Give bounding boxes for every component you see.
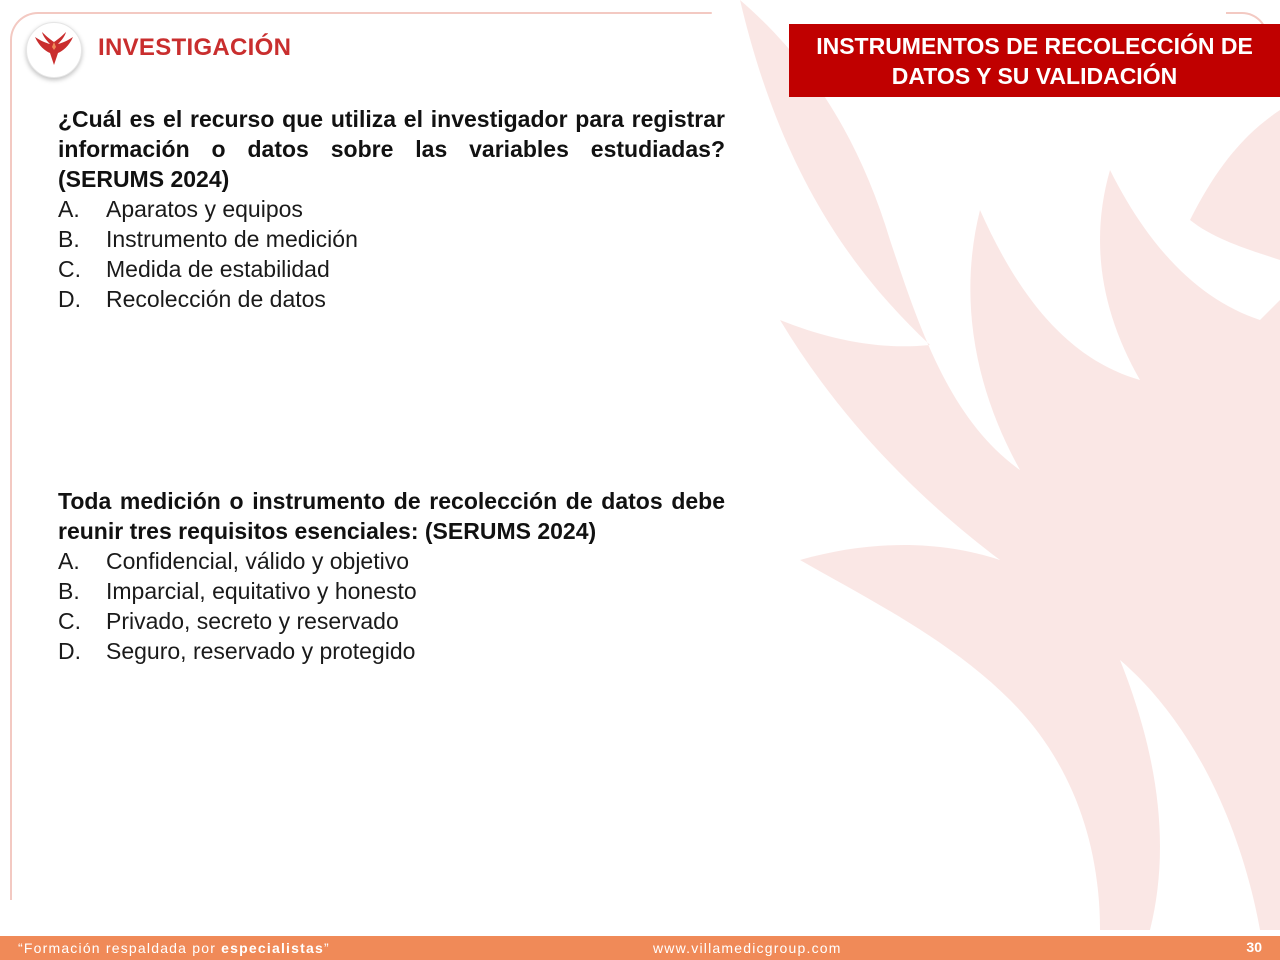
decorative-left-edge: [10, 60, 12, 900]
footer-tagline-start: “Formación respaldada por: [18, 940, 222, 956]
option-letter: A.: [58, 548, 80, 574]
banner-line-1: INSTRUMENTOS DE RECOLECCIÓN DE: [816, 32, 1253, 59]
option-b: [58, 224, 725, 254]
question-1-options: [58, 194, 725, 314]
option-text: Seguro, reservado y protegido: [106, 638, 416, 664]
option-letter: D.: [58, 638, 81, 664]
question-2-text: Toda medición o instrumento de recolección de datos debe reunir tres requisitos esenciales: (SERUMS 2024): [58, 488, 725, 544]
banner-line-2: DATOS Y SU VALIDACIÓN: [891, 62, 1178, 89]
footer-tagline-emphasis: especialistas: [221, 940, 324, 956]
option-letter: C.: [58, 608, 81, 634]
option-a: [58, 194, 725, 224]
footer-bar: [0, 936, 1280, 960]
phoenix-logo-icon: [26, 22, 82, 78]
option-a: [58, 546, 725, 576]
section-title: INVESTIGACIÓN: [98, 34, 292, 61]
option-letter: D.: [58, 286, 81, 312]
question-1-text: ¿Cuál es el recurso que utiliza el investigador para registrar información o datos sobre las variables estudiadas? (SERUMS 2024): [58, 106, 725, 192]
topic-banner: [789, 24, 1280, 97]
option-letter: C.: [58, 256, 81, 282]
question-2: [58, 486, 725, 666]
decorative-top-line: [64, 12, 712, 14]
option-c: [58, 254, 725, 284]
option-c: [58, 606, 725, 636]
footer-website-link[interactable]: www.villamedicgroup.com: [653, 940, 842, 956]
option-b: [58, 576, 725, 606]
option-letter: B.: [58, 226, 80, 252]
phoenix-watermark: [720, 0, 1280, 930]
option-text: Aparatos y equipos: [106, 196, 303, 222]
option-text: Medida de estabilidad: [106, 256, 330, 282]
page-number: 30: [1246, 939, 1262, 955]
option-d: [58, 636, 725, 666]
option-text: Recolección de datos: [106, 286, 326, 312]
question-2-options: [58, 546, 725, 666]
footer-tagline-end: ”: [323, 940, 330, 956]
option-d: [58, 284, 725, 314]
footer-tagline: [18, 940, 330, 956]
option-text: Instrumento de medición: [106, 226, 358, 252]
option-letter: A.: [58, 196, 80, 222]
question-1: [58, 104, 725, 314]
option-letter: B.: [58, 578, 80, 604]
option-text: Imparcial, equitativo y honesto: [106, 578, 417, 604]
option-text: Privado, secreto y reservado: [106, 608, 399, 634]
option-text: Confidencial, válido y objetivo: [106, 548, 410, 574]
